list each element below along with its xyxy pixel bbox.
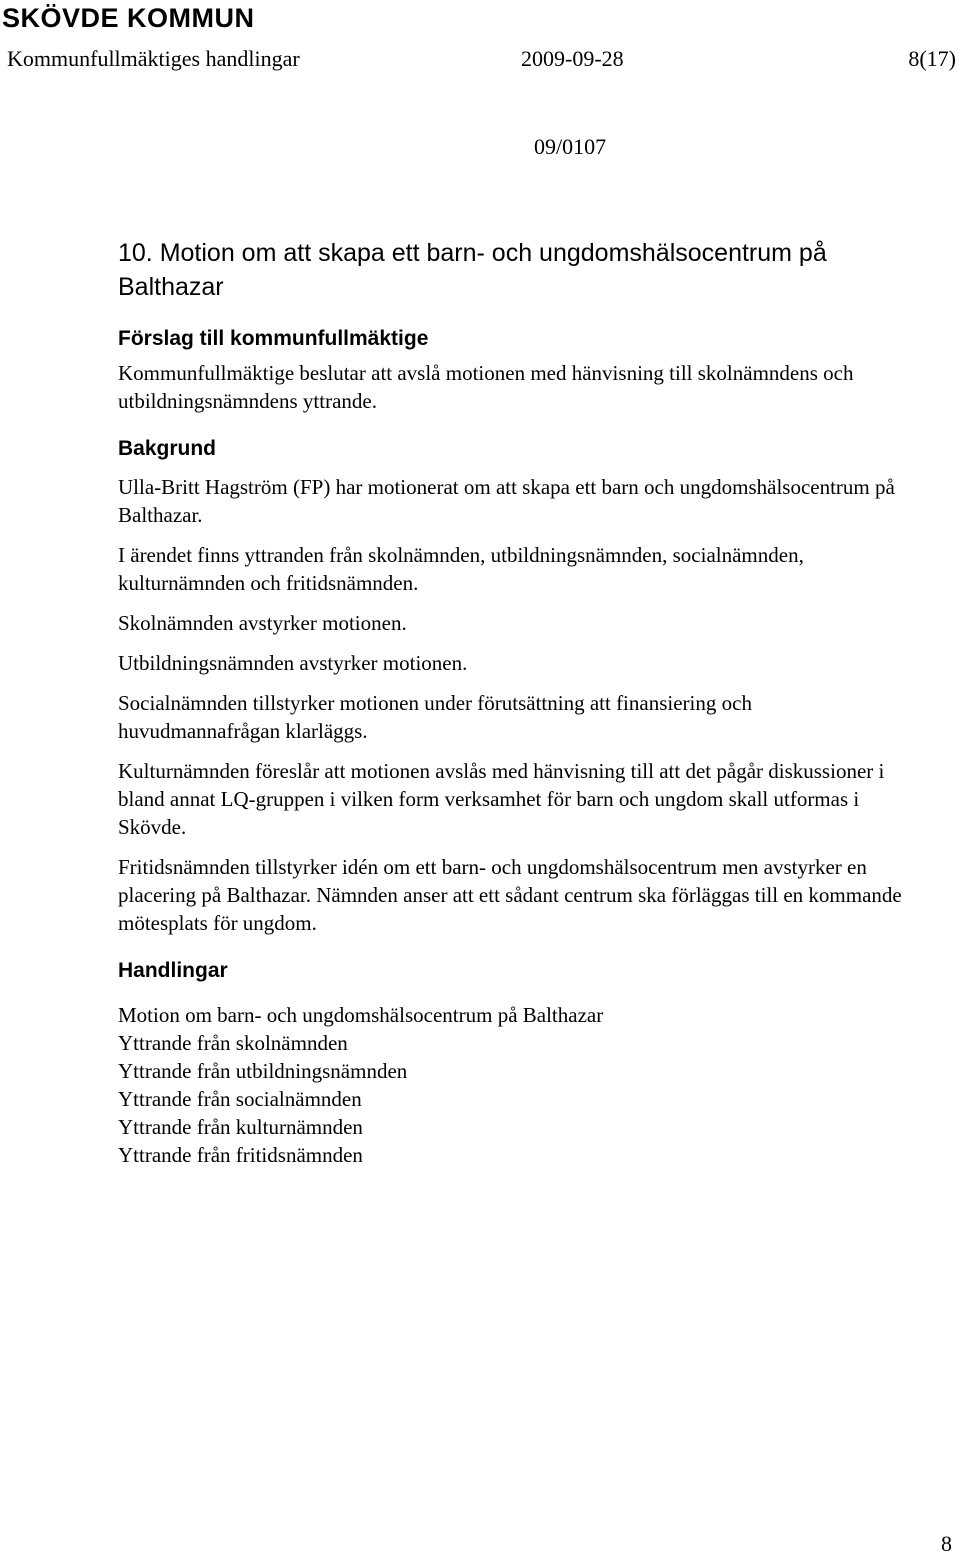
background-paragraph: Utbildningsnämnden avstyrker motionen. bbox=[118, 651, 468, 675]
footer-page-number: 8 bbox=[941, 1531, 952, 1556]
item-title: 10. Motion om att skapa ett barn- och ungdomshälsocentrum på Balthazar bbox=[118, 239, 827, 301]
list-item: Yttrande från kulturnämnden bbox=[118, 1115, 363, 1139]
list-item: Yttrande från socialnämnden bbox=[118, 1087, 362, 1111]
proposal-text: Kommunfullmäktige beslutar att avslå motionen med hänvisning till skolnämndens och utbildningsnämndens yttrande. bbox=[118, 361, 854, 413]
document-title: Kommunfullmäktiges handlingar bbox=[7, 46, 300, 71]
background-paragraph: I ärendet finns yttranden från skolnämnden, utbildningsnämnden, socialnämnden, kulturnämnden och fritidsnämnden. bbox=[118, 543, 804, 595]
list-item: Yttrande från skolnämnden bbox=[118, 1031, 348, 1055]
background-heading: Bakgrund bbox=[118, 437, 217, 460]
background-paragraph: Socialnämnden tillstyrker motionen under förutsättning att finansiering och huvudmannafrågan klarläggs. bbox=[118, 691, 752, 743]
organization-logo: SKÖVDE KOMMUN bbox=[2, 3, 255, 33]
background-paragraph: Fritidsnämnden tillstyrker idén om ett barn- och ungdomshälsocentrum men avstyrker en placering på Balthazar. Nämnden anser att ett sådant centrum ska förläggas till en kommande mötesplats för ungdom. bbox=[118, 855, 902, 935]
documents-heading: Handlingar bbox=[118, 959, 228, 982]
background-paragraph: Kulturnämnden föreslår att motionen avslås med hänvisning till att det pågår diskussioner i bland annat LQ-gruppen i vilken form verksamhet för barn och ungdom skall utformas i Skövde. bbox=[118, 759, 885, 839]
case-reference: 09/0107 bbox=[534, 134, 607, 159]
background-paragraph: Skolnämnden avstyrker motionen. bbox=[118, 611, 407, 635]
list-item: Motion om barn- och ungdomshälsocentrum på Balthazar bbox=[118, 1003, 604, 1027]
proposal-heading: Förslag till kommunfullmäktige bbox=[118, 327, 429, 350]
list-item: Yttrande från utbildningsnämnden bbox=[118, 1059, 408, 1083]
page-indicator: 8(17) bbox=[908, 46, 956, 71]
list-item: Yttrande från fritidsnämnden bbox=[118, 1143, 363, 1167]
document-date: 2009-09-28 bbox=[521, 46, 624, 71]
background-paragraph: Ulla-Britt Hagström (FP) har motionerat om att skapa ett barn och ungdomshälsocentrum på Balthazar. bbox=[118, 475, 895, 527]
main-content bbox=[118, 236, 918, 1169]
documents-list bbox=[118, 1001, 918, 1169]
